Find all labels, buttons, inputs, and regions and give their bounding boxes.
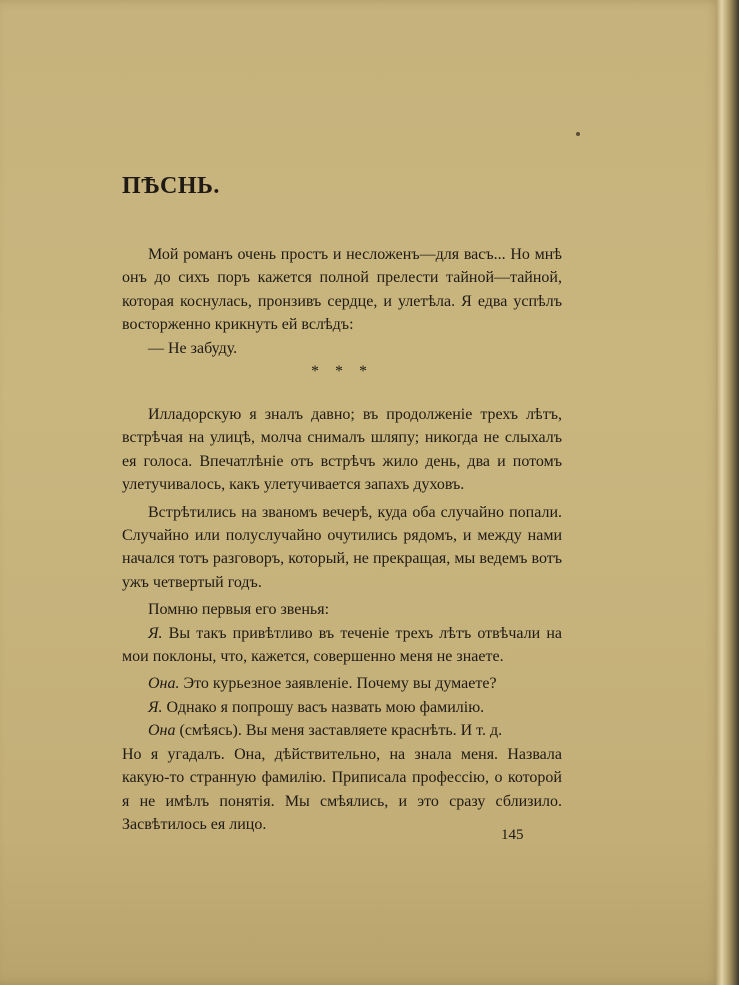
intro-block [122, 243, 562, 360]
dialogue-speaker: Она. [148, 675, 180, 693]
dialogue-line-3 [122, 696, 562, 719]
closing-paragraph: Но я угадалъ. Она, дѣйствительно, на знала меня. Назвала какую-то странную фамилію. Приписала профессію, о которой я не имѣлъ понятія. Мы смѣялись, и это сразу сблизило. Засвѣтилось ея лицо. [122, 745, 562, 833]
chapter-title: ПѢСНЬ. [122, 173, 220, 199]
dialogue-text: Вы такъ привѣтливо въ теченіе трехъ лѣтъ отвѣчали на мои поклоны, что, кажется, совершенно меня не знаете. [122, 624, 562, 666]
intro-paragraph: Мой романъ очень простъ и несложенъ—для васъ... Но мнѣ онъ до сихъ поръ кажется полной прелести тайной—тайной, которая коснулась, пронзивъ сердце, и улетѣла. Я едва успѣлъ восторженно крикнуть ей вслѣдъ: [122, 246, 562, 334]
ink-speck [576, 132, 580, 136]
main-text-block [122, 403, 562, 836]
dialogue-speaker: Она [148, 722, 176, 740]
dialogue-text: (смѣясь). Вы меня заставляете краснѣть. И т. д. [175, 722, 503, 740]
dialogue-speaker: Я. [148, 624, 163, 642]
dialogue-speaker: Я. [148, 698, 163, 716]
section-separator: * * * [311, 363, 373, 380]
page-edge-shadow [716, 0, 739, 985]
paragraph-1: Илладорскую я зналъ давно; въ продолженіе трехъ лѣтъ, встрѣчая на улицѣ, молча снималъ шляпу; никогда не слыхалъ ея голоса. Впечатлѣніе отъ встрѣчъ жило день, два и потомъ улетучивалось, какъ улетучивается запахъ духовъ. [122, 406, 562, 494]
dialogue-text: Однако я попрошу васъ назвать мою фамилію. [162, 698, 485, 716]
dialogue-line-2 [122, 672, 562, 695]
dialogue-line-1 [122, 622, 562, 669]
page-number: 145 [501, 827, 524, 843]
dialogue-text: Это курьезное заявленіе. Почему вы думаете? [179, 675, 497, 693]
intro-quote: — Не забуду. [148, 339, 238, 357]
paragraph-3: Помню первыя его звенья: [148, 601, 330, 619]
dialogue-line-4 [122, 719, 562, 742]
paragraph-2: Встрѣтились на званомъ вечерѣ, куда оба случайно попали. Случайно или полуслучайно очутились рядомъ, и между нами начался тотъ разговоръ, который, не прекращая, мы ведемъ вотъ ужъ четвертый годъ. [122, 503, 562, 591]
